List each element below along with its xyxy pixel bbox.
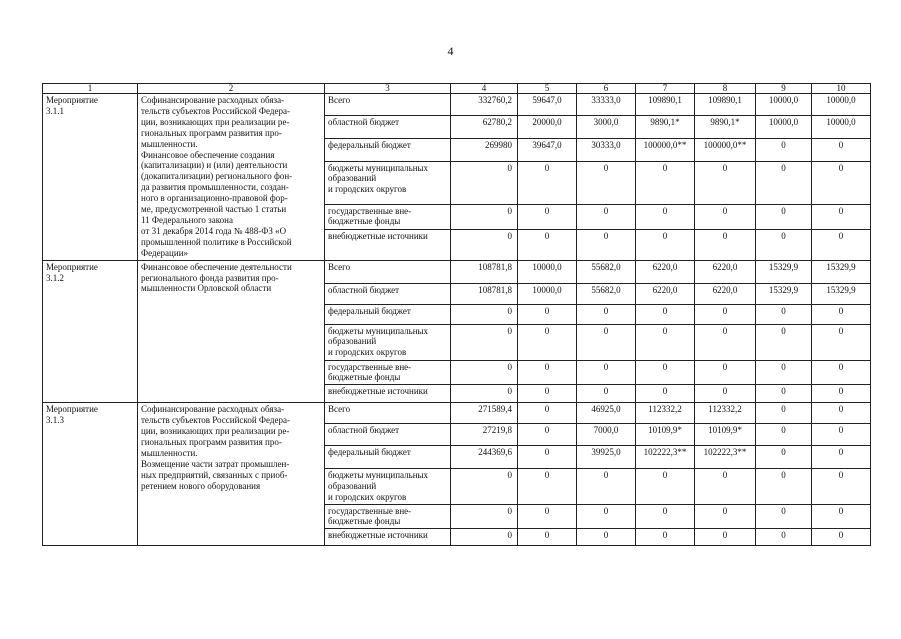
value-cell-col-9: 0 (756, 360, 812, 385)
value-cell-col-4: 0 (451, 229, 518, 260)
value-cell-col-9: 0 (756, 229, 812, 260)
value-cell-col-6: 3000,0 (577, 115, 636, 139)
value-cell-col-10: 15329,9 (812, 283, 871, 304)
funding-source-cell: федеральный бюджет (325, 304, 451, 324)
value-cell-col-9: 0 (756, 161, 812, 204)
value-cell-col-5: 0 (518, 504, 577, 529)
value-cell-col-8: 0 (695, 324, 756, 360)
value-cell-col-9: 0 (756, 446, 812, 469)
value-cell-col-6: 0 (577, 161, 636, 204)
value-cell-col-8: 0 (695, 504, 756, 529)
value-cell-col-10: 0 (812, 139, 871, 162)
funding-source-cell: бюджеты муниципальных образований и городских округов (325, 469, 451, 504)
table-body (43, 94, 871, 546)
value-cell-col-6: 0 (577, 204, 636, 229)
value-cell-col-7: 0 (636, 161, 695, 204)
value-cell-col-5: 10000,0 (518, 260, 577, 283)
description-cell: Софинансирование расходных обяза- тельств субъектов Российской Федера- ции, возникающих при реализации ре- гиональных программ развития про- мышленности. Возмещение части затрат промышлен- ных предприятий, связанных с приоб- ретением нового оборудования (138, 403, 325, 546)
funding-source-cell: Всего (325, 403, 451, 424)
value-cell-col-5: 0 (518, 446, 577, 469)
value-cell-col-10: 0 (812, 161, 871, 204)
column-header-8: 8 (695, 84, 756, 94)
value-cell-col-8: 0 (695, 229, 756, 260)
value-cell-col-7: 6220,0 (636, 260, 695, 283)
column-header-3: 3 (325, 84, 451, 94)
event-cell: Мероприятие 3.1.2 (43, 260, 138, 403)
value-cell-col-10: 0 (812, 446, 871, 469)
value-cell-col-6: 0 (577, 304, 636, 324)
value-cell-col-10: 10000,0 (812, 115, 871, 139)
value-cell-col-4: 244369,6 (451, 446, 518, 469)
value-cell-col-4: 0 (451, 161, 518, 204)
header-row (43, 84, 871, 94)
funding-source-cell: федеральный бюджет (325, 139, 451, 162)
value-cell-col-10: 0 (812, 424, 871, 446)
value-cell-col-6: 0 (577, 229, 636, 260)
value-cell-col-9: 10000,0 (756, 94, 812, 116)
value-cell-col-8: 6220,0 (695, 260, 756, 283)
value-cell-col-7: 0 (636, 229, 695, 260)
value-cell-col-6: 0 (577, 324, 636, 360)
column-header-9: 9 (756, 84, 812, 94)
value-cell-col-6: 0 (577, 469, 636, 504)
value-cell-col-8: 100000,0** (695, 139, 756, 162)
funding-source-cell: внебюджетные источники (325, 529, 451, 546)
column-header-5: 5 (518, 84, 577, 94)
value-cell-col-7: 100000,0** (636, 139, 695, 162)
value-cell-col-5: 0 (518, 204, 577, 229)
value-cell-col-10: 0 (812, 229, 871, 260)
value-cell-col-5: 59647,0 (518, 94, 577, 116)
value-cell-col-9: 10000,0 (756, 115, 812, 139)
value-cell-col-9: 15329,9 (756, 283, 812, 304)
value-cell-col-8: 0 (695, 204, 756, 229)
value-cell-col-5: 0 (518, 424, 577, 446)
value-cell-col-7: 102222,3** (636, 446, 695, 469)
value-cell-col-8: 112332,2 (695, 403, 756, 424)
value-cell-col-9: 0 (756, 324, 812, 360)
value-cell-col-7: 0 (636, 324, 695, 360)
value-cell-col-8: 9890,1* (695, 115, 756, 139)
value-cell-col-7: 10109,9* (636, 424, 695, 446)
column-header-10: 10 (812, 84, 871, 94)
value-cell-col-6: 39925,0 (577, 446, 636, 469)
value-cell-col-4: 0 (451, 529, 518, 546)
value-cell-col-5: 0 (518, 403, 577, 424)
value-cell-col-6: 55682,0 (577, 283, 636, 304)
value-cell-col-10: 0 (812, 385, 871, 403)
value-cell-col-5: 39647,0 (518, 139, 577, 162)
value-cell-col-6: 0 (577, 529, 636, 546)
value-cell-col-6: 30333,0 (577, 139, 636, 162)
value-cell-col-4: 0 (451, 204, 518, 229)
value-cell-col-8: 0 (695, 385, 756, 403)
description-cell: Софинансирование расходных обяза- тельств субъектов Российской Федера- ции, возникающих при реализации ре- гиональных программ развития про- мышленности. Финансовое обеспечение создания (капитализации) и (или) деятельности (докапитализации) регионального фон- да развития промышленности, создан- ного в организационно-правовой фор- ме, предусмотренной частью 1 статьи 11 Федерального закона от 31 декабря 2014 года № 488-ФЗ «О промышленной политике в Российской Федерации» (138, 94, 325, 261)
value-cell-col-5: 0 (518, 385, 577, 403)
value-cell-col-6: 33333,0 (577, 94, 636, 116)
budget-table (42, 83, 871, 546)
value-cell-col-10: 10000,0 (812, 94, 871, 116)
table-row (43, 94, 871, 116)
value-cell-col-8: 102222,3** (695, 446, 756, 469)
value-cell-col-5: 0 (518, 304, 577, 324)
table-row (43, 260, 871, 283)
value-cell-col-4: 108781,8 (451, 283, 518, 304)
value-cell-col-9: 0 (756, 424, 812, 446)
value-cell-col-5: 0 (518, 469, 577, 504)
description-cell: Финансовое обеспечение деятельности регионального фонда развития про- мышленности Орловской области (138, 260, 325, 403)
value-cell-col-9: 0 (756, 139, 812, 162)
column-header-6: 6 (577, 84, 636, 94)
value-cell-col-6: 0 (577, 504, 636, 529)
value-cell-col-10: 0 (812, 304, 871, 324)
value-cell-col-4: 0 (451, 469, 518, 504)
funding-source-cell: бюджеты муниципальных образований и городских округов (325, 324, 451, 360)
value-cell-col-9: 0 (756, 469, 812, 504)
value-cell-col-4: 0 (451, 385, 518, 403)
value-cell-col-9: 0 (756, 529, 812, 546)
value-cell-col-8: 0 (695, 529, 756, 546)
value-cell-col-4: 0 (451, 360, 518, 385)
value-cell-col-4: 27219,8 (451, 424, 518, 446)
value-cell-col-9: 0 (756, 304, 812, 324)
value-cell-col-9: 0 (756, 403, 812, 424)
value-cell-col-6: 55682,0 (577, 260, 636, 283)
value-cell-col-7: 6220,0 (636, 283, 695, 304)
value-cell-col-7: 112332,2 (636, 403, 695, 424)
funding-source-cell: Всего (325, 260, 451, 283)
value-cell-col-5: 0 (518, 229, 577, 260)
value-cell-col-7: 9890,1* (636, 115, 695, 139)
value-cell-col-6: 46925,0 (577, 403, 636, 424)
event-cell: Мероприятие 3.1.1 (43, 94, 138, 261)
value-cell-col-5: 0 (518, 529, 577, 546)
value-cell-col-8: 109890,1 (695, 94, 756, 116)
value-cell-col-4: 0 (451, 504, 518, 529)
event-cell: Мероприятие 3.1.3 (43, 403, 138, 546)
value-cell-col-6: 7000,0 (577, 424, 636, 446)
value-cell-col-6: 0 (577, 385, 636, 403)
value-cell-col-7: 0 (636, 360, 695, 385)
value-cell-col-8: 10109,9* (695, 424, 756, 446)
value-cell-col-5: 0 (518, 324, 577, 360)
funding-source-cell: Всего (325, 94, 451, 116)
value-cell-col-5: 20000,0 (518, 115, 577, 139)
table-row (43, 403, 871, 424)
value-cell-col-8: 0 (695, 469, 756, 504)
funding-source-cell: государственные вне- бюджетные фонды (325, 504, 451, 529)
value-cell-col-4: 332760,2 (451, 94, 518, 116)
value-cell-col-10: 0 (812, 360, 871, 385)
value-cell-col-7: 0 (636, 504, 695, 529)
value-cell-col-8: 6220,0 (695, 283, 756, 304)
funding-source-cell: внебюджетные источники (325, 385, 451, 403)
value-cell-col-10: 0 (812, 504, 871, 529)
value-cell-col-10: 0 (812, 469, 871, 504)
value-cell-col-7: 0 (636, 304, 695, 324)
value-cell-col-4: 62780,2 (451, 115, 518, 139)
value-cell-col-4: 0 (451, 324, 518, 360)
value-cell-col-4: 108781,8 (451, 260, 518, 283)
funding-source-cell: государственные вне- бюджетные фонды (325, 204, 451, 229)
value-cell-col-7: 0 (636, 469, 695, 504)
value-cell-col-8: 0 (695, 161, 756, 204)
funding-source-cell: областной бюджет (325, 115, 451, 139)
value-cell-col-10: 0 (812, 403, 871, 424)
value-cell-col-10: 0 (812, 529, 871, 546)
value-cell-col-4: 271589,4 (451, 403, 518, 424)
funding-source-cell: государственные вне- бюджетные фонды (325, 360, 451, 385)
value-cell-col-9: 15329,9 (756, 260, 812, 283)
funding-source-cell: областной бюджет (325, 424, 451, 446)
column-header-1: 1 (43, 84, 138, 94)
value-cell-col-5: 0 (518, 161, 577, 204)
value-cell-col-10: 15329,9 (812, 260, 871, 283)
funding-source-cell: областной бюджет (325, 283, 451, 304)
value-cell-col-6: 0 (577, 360, 636, 385)
funding-source-cell: федеральный бюджет (325, 446, 451, 469)
value-cell-col-7: 0 (636, 529, 695, 546)
value-cell-col-8: 0 (695, 360, 756, 385)
column-header-7: 7 (636, 84, 695, 94)
column-header-2: 2 (138, 84, 325, 94)
value-cell-col-4: 0 (451, 304, 518, 324)
value-cell-col-9: 0 (756, 504, 812, 529)
value-cell-col-5: 0 (518, 360, 577, 385)
value-cell-col-7: 0 (636, 385, 695, 403)
value-cell-col-7: 0 (636, 204, 695, 229)
funding-source-cell: бюджеты муниципальных образований и городских округов (325, 161, 451, 204)
value-cell-col-8: 0 (695, 304, 756, 324)
page-number: 4 (447, 44, 454, 58)
value-cell-col-5: 10000,0 (518, 283, 577, 304)
value-cell-col-9: 0 (756, 385, 812, 403)
column-header-4: 4 (451, 84, 518, 94)
value-cell-col-4: 269980 (451, 139, 518, 162)
value-cell-col-7: 109890,1 (636, 94, 695, 116)
funding-source-cell: внебюджетные источники (325, 229, 451, 260)
value-cell-col-10: 0 (812, 324, 871, 360)
value-cell-col-9: 0 (756, 204, 812, 229)
value-cell-col-10: 0 (812, 204, 871, 229)
